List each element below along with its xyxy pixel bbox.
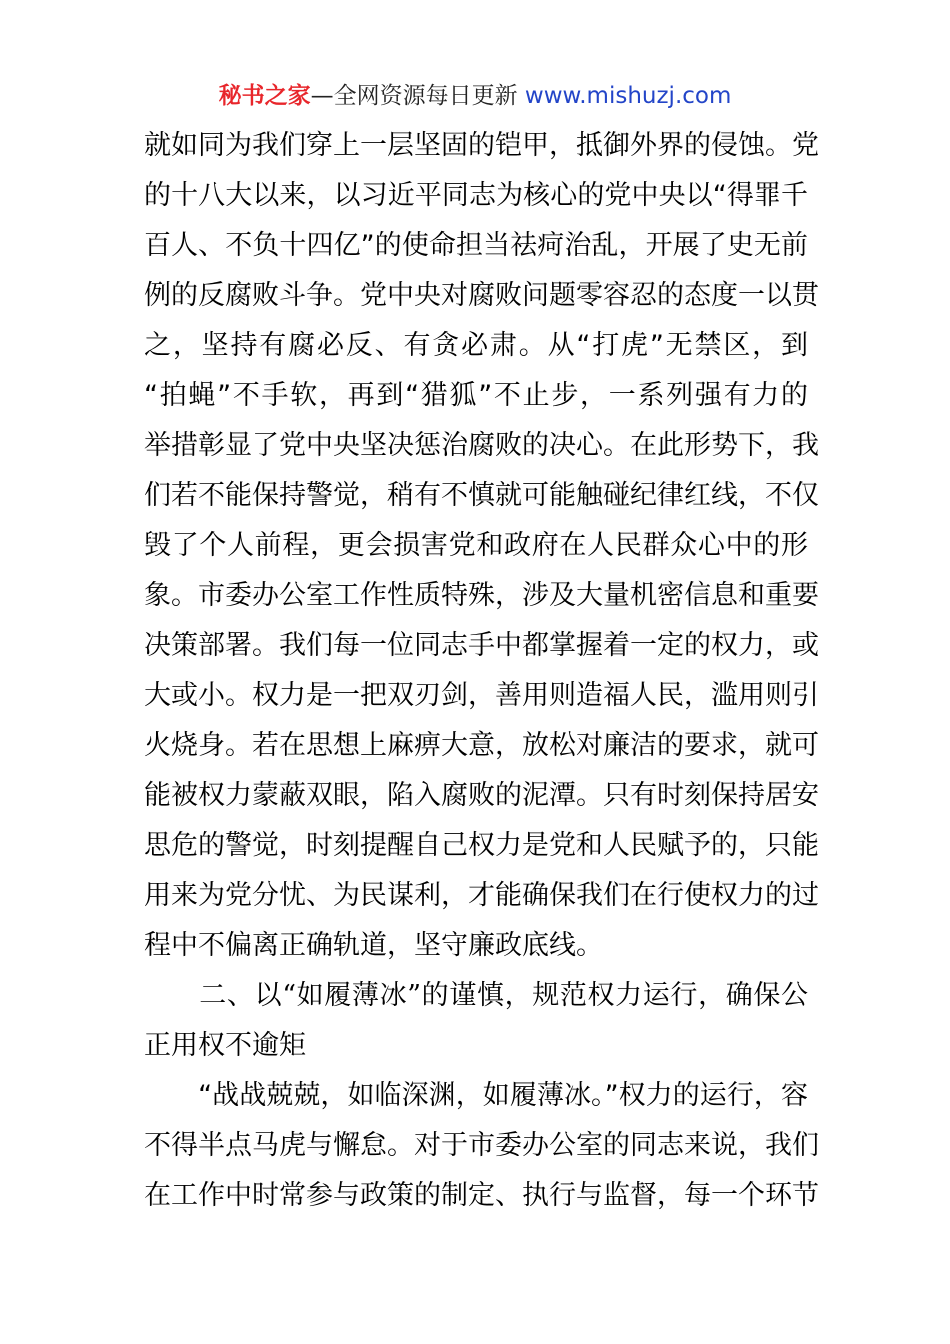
text-line: 用来为党分忧、为民谋利，才能确保我们在行使权力的过 bbox=[144, 880, 819, 911]
text-line: 就如同为我们穿上一层坚固的铠甲，抵御外界的侵蚀。党 bbox=[144, 130, 819, 161]
header-tagline: —全网资源每日更新 bbox=[310, 83, 525, 109]
text-line: 的十八大以来，以习近平同志为核心的党中央以“得罪千 bbox=[144, 180, 808, 211]
text-line: 们若不能保持警觉，稍有不慎就可能触碰纪律红线，不仅 bbox=[144, 480, 819, 511]
header-url[interactable]: www.mishuzj.com bbox=[524, 83, 732, 109]
text-line: “拍蝇”不手软，再到“猎狐”不止步，一系列强有力的 bbox=[144, 380, 808, 411]
text-line: 例的反腐败斗争。党中央对腐败问题零容忍的态度一以贯 bbox=[144, 280, 819, 311]
section-heading-line: 二、以“如履薄冰”的谨慎，规范权力运行，确保公 bbox=[144, 980, 808, 1011]
text-line: 在工作中时常参与政策的制定、执行与监督，每一个环节 bbox=[144, 1180, 819, 1211]
text-line: 思危的警觉，时刻提醒自己权力是党和人民赋予的，只能 bbox=[144, 830, 819, 861]
header-brand: 秘书之家 bbox=[218, 83, 311, 109]
text-line: “战战兢兢，如临深渊，如履薄冰。”权力的运行，容 bbox=[144, 1080, 808, 1111]
text-line: 不得半点马虎与懈怠。对于市委办公室的同志来说，我们 bbox=[144, 1130, 819, 1161]
text-line: 毁了个人前程，更会损害党和政府在人民群众心中的形 bbox=[144, 530, 808, 561]
text-line: 决策部署。我们每一位同志手中都掌握着一定的权力，或 bbox=[144, 630, 819, 661]
document-body bbox=[144, 121, 819, 1221]
text-line: 程中不偏离正确轨道，坚守廉政底线。 bbox=[144, 930, 603, 961]
section-heading-line: 正用权不逾矩 bbox=[144, 1030, 306, 1061]
text-line: 大或小。权力是一把双刃剑，善用则造福人民，滥用则引 bbox=[144, 680, 819, 711]
text-line: 象。市委办公室工作性质特殊，涉及大量机密信息和重要 bbox=[144, 580, 819, 611]
text-line: 之，坚持有腐必反、有贪必肃。从“打虎”无禁区，到 bbox=[144, 330, 808, 361]
page-header bbox=[0, 80, 950, 112]
text-line: 火烧身。若在思想上麻痹大意，放松对廉洁的要求，就可 bbox=[144, 730, 819, 761]
text-line: 举措彰显了党中央坚决惩治腐败的决心。在此形势下，我 bbox=[144, 430, 819, 461]
text-line: 能被权力蒙蔽双眼，陷入腐败的泥潭。只有时刻保持居安 bbox=[144, 780, 819, 811]
text-line: 百人、不负十四亿”的使命担当祛疴治乱，开展了史无前 bbox=[144, 230, 808, 261]
